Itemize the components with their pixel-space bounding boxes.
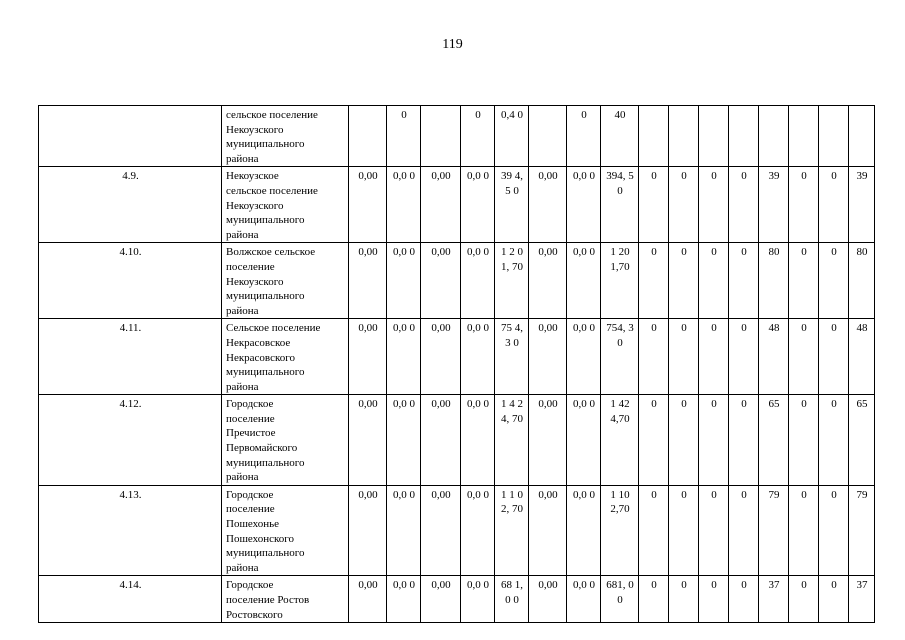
value-cell: 0,0 0 xyxy=(567,485,601,576)
value-cell: 0,00 xyxy=(349,395,387,486)
value-cell: 1 1 02, 70 xyxy=(495,485,529,576)
row-number-cell: 4.9. xyxy=(39,167,222,243)
value-cell: 0,00 xyxy=(529,485,567,576)
row-number-cell: 4.14. xyxy=(39,576,222,623)
value-cell: 0,0 0 xyxy=(461,395,495,486)
settlement-name-line: муниципального xyxy=(226,214,305,227)
settlement-name-line: Некрасовского xyxy=(226,351,295,364)
settlement-name-line: района xyxy=(226,380,259,393)
value-cell: 68 1,0 0 xyxy=(495,576,529,623)
settlement-name-line: Ростовского xyxy=(226,608,283,621)
value-cell xyxy=(529,106,567,167)
value-cell: 0,0 0 xyxy=(387,319,421,395)
settlement-name-line: Пречистое xyxy=(226,427,276,440)
value-cell: 0,00 xyxy=(349,485,387,576)
value-cell: 0,0 0 xyxy=(387,167,421,243)
value-cell: 394, 50 xyxy=(601,167,639,243)
value-cell: 65 xyxy=(759,395,789,486)
value-cell: 0,00 xyxy=(421,395,461,486)
value-cell: 0 xyxy=(819,319,849,395)
value-cell: 0,0 0 xyxy=(387,576,421,623)
settlement-name-line: района xyxy=(226,471,259,484)
value-cell: 0 xyxy=(639,167,669,243)
value-cell: 0,00 xyxy=(421,485,461,576)
value-cell: 0,0 0 xyxy=(461,319,495,395)
settlement-name-line: Волжское сельское xyxy=(226,246,316,259)
value-cell: 40 xyxy=(601,106,639,167)
settlement-name-line: муниципального xyxy=(226,290,305,303)
table-row xyxy=(39,319,875,395)
settlement-name-line: сельское поселение xyxy=(226,184,318,197)
value-cell: 0,0 0 xyxy=(461,243,495,319)
value-cell xyxy=(349,106,387,167)
value-cell: 80 xyxy=(849,243,875,319)
value-cell: 0,00 xyxy=(421,167,461,243)
value-cell: 0 xyxy=(789,319,819,395)
table-row xyxy=(39,167,875,243)
value-cell: 0 xyxy=(669,485,699,576)
value-cell: 0 xyxy=(699,167,729,243)
settlement-name-line: Сельское поселение xyxy=(226,322,321,335)
value-cell: 0 xyxy=(699,243,729,319)
value-cell: 75 4,3 0 xyxy=(495,319,529,395)
value-cell: 37 xyxy=(759,576,789,623)
settlement-name-line: поселение Ростов xyxy=(226,594,310,606)
value-cell: 48 xyxy=(759,319,789,395)
value-cell: 0 xyxy=(669,395,699,486)
settlement-name-line: Некоузского xyxy=(226,199,284,212)
value-cell: 0,00 xyxy=(421,319,461,395)
settlement-name-cell xyxy=(222,485,349,576)
value-cell xyxy=(759,106,789,167)
value-cell: 0 xyxy=(729,485,759,576)
settlement-name-cell xyxy=(222,167,349,243)
value-cell: 0 xyxy=(819,243,849,319)
value-cell xyxy=(729,106,759,167)
value-cell: 0,0 0 xyxy=(567,576,601,623)
settlement-name-line: сельское поселение xyxy=(226,109,318,121)
settlement-name-line: Некоузского xyxy=(226,275,284,288)
table-row xyxy=(39,243,875,319)
value-cell: 754, 30 xyxy=(601,319,639,395)
value-cell: 37 xyxy=(849,576,875,623)
value-cell: 39 4,5 0 xyxy=(495,167,529,243)
settlement-name-line: муниципального xyxy=(226,138,305,151)
value-cell: 65 xyxy=(849,395,875,486)
page-number: 119 xyxy=(442,37,463,52)
value-cell: 0 xyxy=(819,485,849,576)
value-cell: 0 xyxy=(729,319,759,395)
value-cell: 0 xyxy=(669,319,699,395)
value-cell: 0,00 xyxy=(529,319,567,395)
value-cell: 0 xyxy=(819,576,849,623)
value-cell: 0,00 xyxy=(349,319,387,395)
table-row xyxy=(39,395,875,486)
value-cell: 0 xyxy=(729,395,759,486)
table-row xyxy=(39,485,875,576)
value-cell: 0 xyxy=(819,395,849,486)
value-cell xyxy=(699,106,729,167)
value-cell xyxy=(849,106,875,167)
value-cell: 0 xyxy=(387,106,421,167)
value-cell: 0,0 0 xyxy=(461,576,495,623)
value-cell: 1 2 01, 70 xyxy=(495,243,529,319)
settlement-name-line: Городское xyxy=(226,488,274,501)
value-cell xyxy=(789,106,819,167)
settlement-name-line: муниципального xyxy=(226,547,305,560)
value-cell: 681, 00 xyxy=(601,576,639,623)
value-cell: 0 xyxy=(729,576,759,623)
value-cell xyxy=(669,106,699,167)
budget-table xyxy=(38,105,875,623)
value-cell: 1 42 4,70 xyxy=(601,395,639,486)
value-cell: 39 xyxy=(849,167,875,243)
row-number-cell xyxy=(39,106,222,167)
value-cell: 0,0 0 xyxy=(461,485,495,576)
value-cell: 0 xyxy=(789,395,819,486)
value-cell: 0,0 0 xyxy=(567,395,601,486)
settlement-name-line: района xyxy=(226,304,259,317)
settlement-name-line: Пошехонского xyxy=(226,532,295,545)
value-cell: 0 xyxy=(639,243,669,319)
row-number-cell: 4.12. xyxy=(39,395,222,486)
value-cell: 0,00 xyxy=(529,243,567,319)
value-cell: 80 xyxy=(759,243,789,319)
value-cell xyxy=(639,106,669,167)
value-cell: 48 xyxy=(849,319,875,395)
value-cell: 0,0 0 xyxy=(567,319,601,395)
settlement-name-line: района xyxy=(226,152,259,165)
value-cell: 0,0 0 xyxy=(387,395,421,486)
value-cell: 0 xyxy=(729,243,759,319)
value-cell: 0 xyxy=(669,167,699,243)
value-cell: 0 xyxy=(639,485,669,576)
value-cell: 0 xyxy=(699,395,729,486)
value-cell: 0 xyxy=(699,576,729,623)
value-cell: 1 4 24, 70 xyxy=(495,395,529,486)
value-cell: 0 xyxy=(789,576,819,623)
settlement-name-line: муниципального xyxy=(226,366,305,379)
value-cell xyxy=(421,106,461,167)
value-cell: 0 xyxy=(639,576,669,623)
value-cell: 0,0 0 xyxy=(387,243,421,319)
value-cell xyxy=(819,106,849,167)
value-cell: 79 xyxy=(759,485,789,576)
value-cell: 0,00 xyxy=(529,576,567,623)
value-cell: 0 xyxy=(461,106,495,167)
settlement-name-line: Городское xyxy=(226,579,274,592)
settlement-name-line: Некрасовское xyxy=(226,336,291,349)
value-cell: 0,00 xyxy=(421,243,461,319)
settlement-name-line: поселение xyxy=(226,412,275,425)
settlement-name-line: Пошехонье xyxy=(226,518,280,531)
settlement-name-cell xyxy=(222,106,349,167)
value-cell: 0,00 xyxy=(529,167,567,243)
settlement-name-line: поселение xyxy=(226,260,275,273)
settlement-name-cell xyxy=(222,319,349,395)
value-cell: 1 10 2,70 xyxy=(601,485,639,576)
value-cell: 0 xyxy=(639,395,669,486)
value-cell: 0,0 0 xyxy=(567,243,601,319)
settlement-name-cell xyxy=(222,243,349,319)
table-row xyxy=(39,576,875,623)
value-cell: 0,00 xyxy=(349,576,387,623)
table-body xyxy=(39,106,875,623)
settlement-name-line: района xyxy=(226,561,259,574)
row-number-cell: 4.13. xyxy=(39,485,222,576)
value-cell: 0,00 xyxy=(529,395,567,486)
settlement-name-line: Первомайского xyxy=(226,442,298,455)
value-cell: 0 xyxy=(699,319,729,395)
value-cell: 0,00 xyxy=(349,243,387,319)
value-cell: 0 xyxy=(789,167,819,243)
settlement-name-cell xyxy=(222,576,349,623)
value-cell: 0 xyxy=(789,485,819,576)
value-cell: 39 xyxy=(759,167,789,243)
value-cell: 0 xyxy=(699,485,729,576)
value-cell: 0 xyxy=(669,576,699,623)
settlement-name-line: Некоузского xyxy=(226,123,284,136)
value-cell: 0 xyxy=(639,319,669,395)
settlement-name-line: Некоузское xyxy=(226,170,279,183)
settlement-name-line: муниципального xyxy=(226,456,305,469)
settlement-name-line: района xyxy=(226,228,259,241)
value-cell: 0 xyxy=(819,167,849,243)
value-cell: 79 xyxy=(849,485,875,576)
row-number-cell: 4.10. xyxy=(39,243,222,319)
value-cell: 0,4 0 xyxy=(495,106,529,167)
value-cell: 0 xyxy=(729,167,759,243)
row-number-cell: 4.11. xyxy=(39,319,222,395)
value-cell: 0,0 0 xyxy=(567,167,601,243)
value-cell: 0,0 0 xyxy=(387,485,421,576)
value-cell: 0,0 0 xyxy=(461,167,495,243)
value-cell: 0 xyxy=(669,243,699,319)
settlement-name-cell xyxy=(222,395,349,486)
value-cell: 1 20 1,70 xyxy=(601,243,639,319)
table-row xyxy=(39,106,875,167)
value-cell: 0 xyxy=(567,106,601,167)
value-cell: 0,00 xyxy=(349,167,387,243)
settlement-name-line: поселение xyxy=(226,503,275,516)
value-cell: 0,00 xyxy=(421,576,461,623)
value-cell: 0 xyxy=(789,243,819,319)
settlement-name-line: Городское xyxy=(226,398,274,411)
